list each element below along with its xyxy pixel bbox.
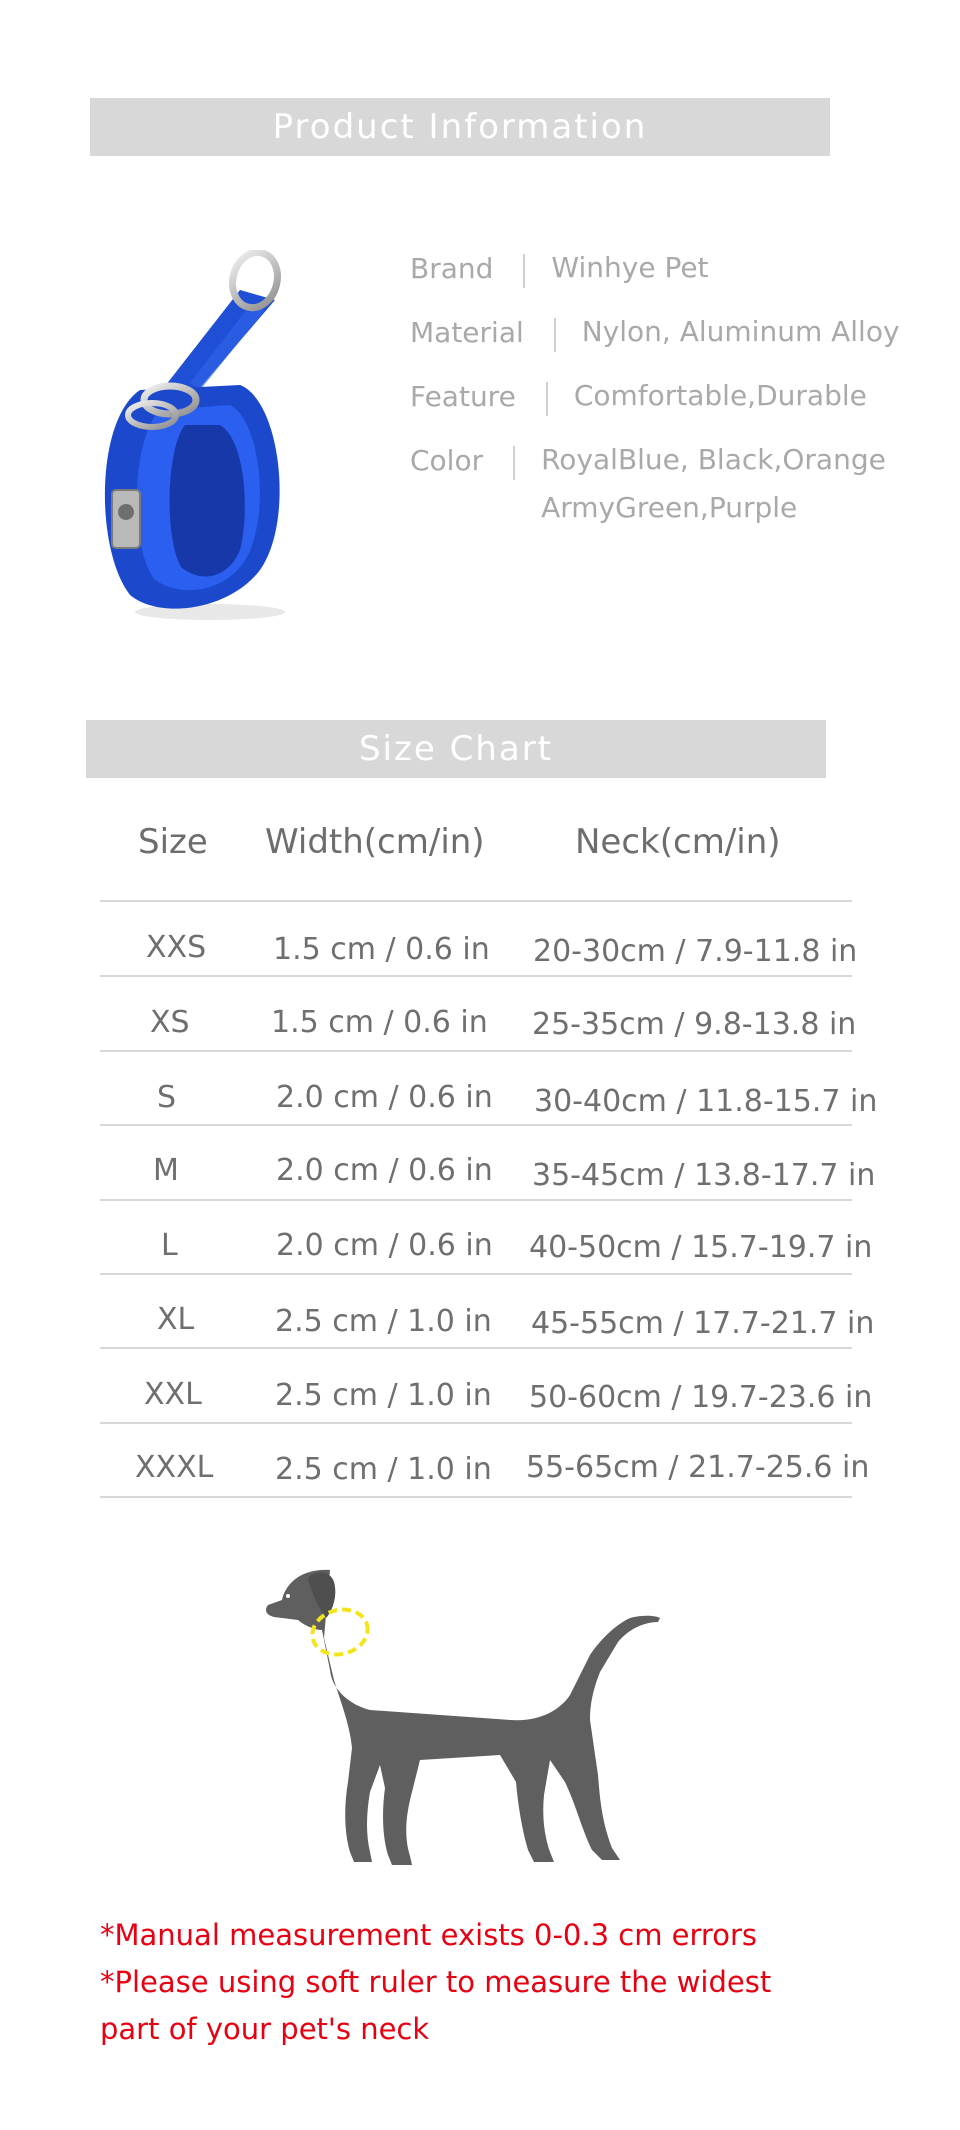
header-width: Width(cm/in) [265, 822, 485, 862]
cell-width: 2.0 cm / 0.6 in [276, 1080, 493, 1115]
table-divider [100, 1199, 852, 1201]
info-row-material [410, 316, 900, 356]
info-value [541, 436, 886, 532]
cell-size: S [157, 1080, 177, 1115]
cell-size: XXS [146, 930, 207, 965]
cell-size: XL [157, 1302, 195, 1337]
dog-neck-diagram [260, 1560, 680, 1880]
separator [523, 254, 525, 288]
info-label: Brand [410, 252, 494, 285]
cell-neck: 50-60cm / 19.7-23.6 in [529, 1380, 873, 1415]
separator [554, 318, 556, 352]
table-divider [100, 900, 852, 902]
info-value-line: ArmyGreen,Purple [541, 491, 798, 524]
info-value: Winhye Pet [551, 251, 709, 284]
cell-neck: 30-40cm / 11.8-15.7 in [534, 1084, 878, 1119]
cell-width: 2.0 cm / 0.6 in [276, 1228, 493, 1263]
cell-size: L [161, 1228, 178, 1263]
cell-width: 1.5 cm / 0.6 in [273, 932, 490, 967]
cell-neck: 25-35cm / 9.8-13.8 in [532, 1007, 857, 1042]
table-divider [100, 1124, 852, 1126]
info-value-line: RoyalBlue, Black,Orange [541, 443, 886, 476]
cell-neck: 40-50cm / 15.7-19.7 in [529, 1230, 873, 1265]
info-row-brand [410, 252, 709, 292]
cell-neck: 20-30cm / 7.9-11.8 in [533, 934, 858, 969]
info-value: Comfortable,Durable [573, 379, 867, 412]
cell-width: 2.5 cm / 1.0 in [275, 1304, 492, 1339]
neck-label: NECK [355, 1675, 401, 1692]
cell-width: 2.5 cm / 1.0 in [275, 1378, 492, 1413]
table-divider [100, 1422, 852, 1424]
info-label: Feature [410, 380, 516, 413]
info-row-color [410, 444, 886, 532]
cell-size: M [153, 1153, 179, 1188]
cell-width: 2.0 cm / 0.6 in [276, 1153, 493, 1188]
table-divider [100, 1050, 852, 1052]
note-line: *Manual measurement exists 0-0.3 cm errors [100, 1918, 757, 1952]
note-line: *Please using soft ruler to measure the widest [100, 1965, 772, 1999]
separator [513, 446, 515, 480]
cell-size: XS [150, 1005, 190, 1040]
info-value: Nylon, Aluminum Alloy [581, 315, 900, 348]
cell-neck: 45-55cm / 17.7-21.7 in [531, 1306, 875, 1341]
note-line: part of your pet's neck [100, 2012, 430, 2046]
header-neck: Neck(cm/in) [575, 822, 781, 862]
collar-image [90, 250, 330, 630]
cell-neck: 55-65cm / 21.7-25.6 in [526, 1450, 870, 1485]
info-row-feature [410, 380, 867, 420]
header-size: Size [138, 822, 208, 862]
table-divider [100, 1347, 852, 1349]
info-label: Color [410, 444, 484, 477]
table-divider [100, 1496, 852, 1498]
cell-neck: 35-45cm / 13.8-17.7 in [532, 1158, 876, 1193]
info-label: Material [410, 316, 524, 349]
cell-size: XXL [144, 1377, 202, 1412]
cell-width: 2.5 cm / 1.0 in [275, 1452, 492, 1487]
size-chart-banner: Size Chart [86, 720, 826, 778]
table-divider [100, 1273, 852, 1275]
product-information-banner: Product Information [90, 98, 830, 156]
separator [546, 382, 548, 416]
cell-size: XXXL [135, 1450, 214, 1485]
cell-width: 1.5 cm / 0.6 in [271, 1005, 488, 1040]
table-divider [100, 975, 852, 977]
